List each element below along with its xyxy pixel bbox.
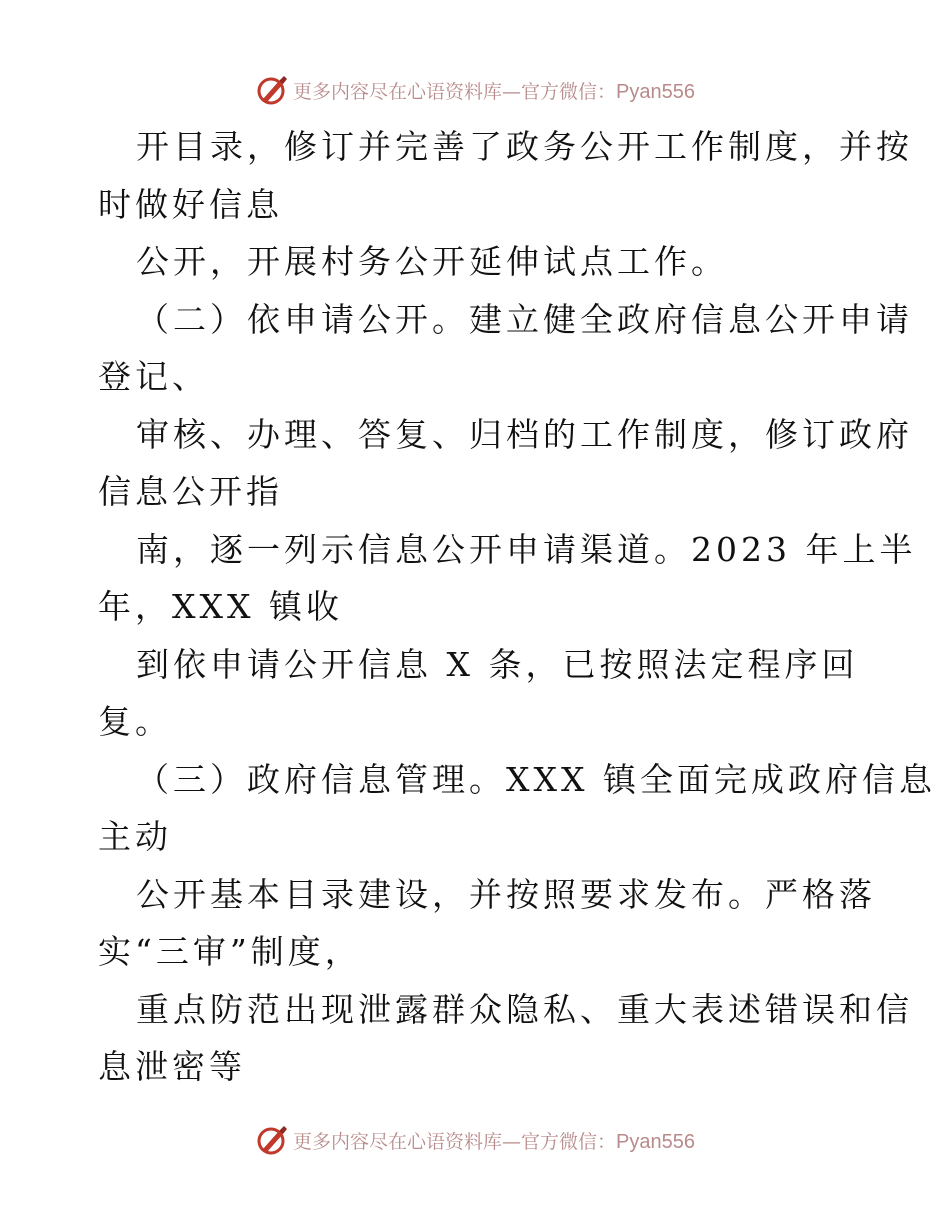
text-line: 主动	[98, 817, 172, 856]
text-line: 复。	[98, 702, 172, 741]
text-line: 到依申请公开信息 X 条，已按照法定程序回	[136, 644, 859, 684]
pen-logo-icon	[255, 1123, 289, 1157]
text-line: （二）依申请公开。建立健全政府信息公开申请	[136, 299, 913, 339]
text-line: 开目录，修订并完善了政务公开工作制度，并按	[136, 127, 913, 166]
watermark-text: 更多内容尽在心语资料库—官方微信：Pyan556	[293, 80, 695, 103]
text-line: 南，逐一列示信息公开申请渠道。2023 年上半	[136, 529, 917, 569]
text-line: 登记、	[98, 357, 209, 396]
watermark-text: 更多内容尽在心语资料库—官方微信：Pyan556	[293, 1130, 695, 1153]
document-body	[98, 118, 936, 1096]
text-line: 信息公开指	[98, 472, 283, 511]
pen-logo-icon	[255, 73, 289, 107]
text-line: 公开，开展村务公开延伸试点工作。	[136, 242, 728, 281]
text-line: 重点防范出现泄露群众隐私、重大表述错误和信	[136, 989, 913, 1029]
text-line: 时做好信息	[98, 184, 283, 224]
footer-watermark	[0, 1120, 950, 1160]
text-line: （三）政府信息管理。XXX 镇全面完成政府信息	[136, 759, 936, 799]
text-line: 审核、办理、答复、归档的工作制度，修订政府	[136, 414, 913, 454]
text-line: 息泄密等	[98, 1047, 246, 1086]
text-line: 实“三审”制度，	[98, 932, 362, 971]
text-line: 公开基本目录建设，并按照要求发布。严格落	[136, 874, 876, 914]
text-line: 年，XXX 镇收	[98, 587, 343, 626]
header-watermark	[0, 70, 950, 110]
